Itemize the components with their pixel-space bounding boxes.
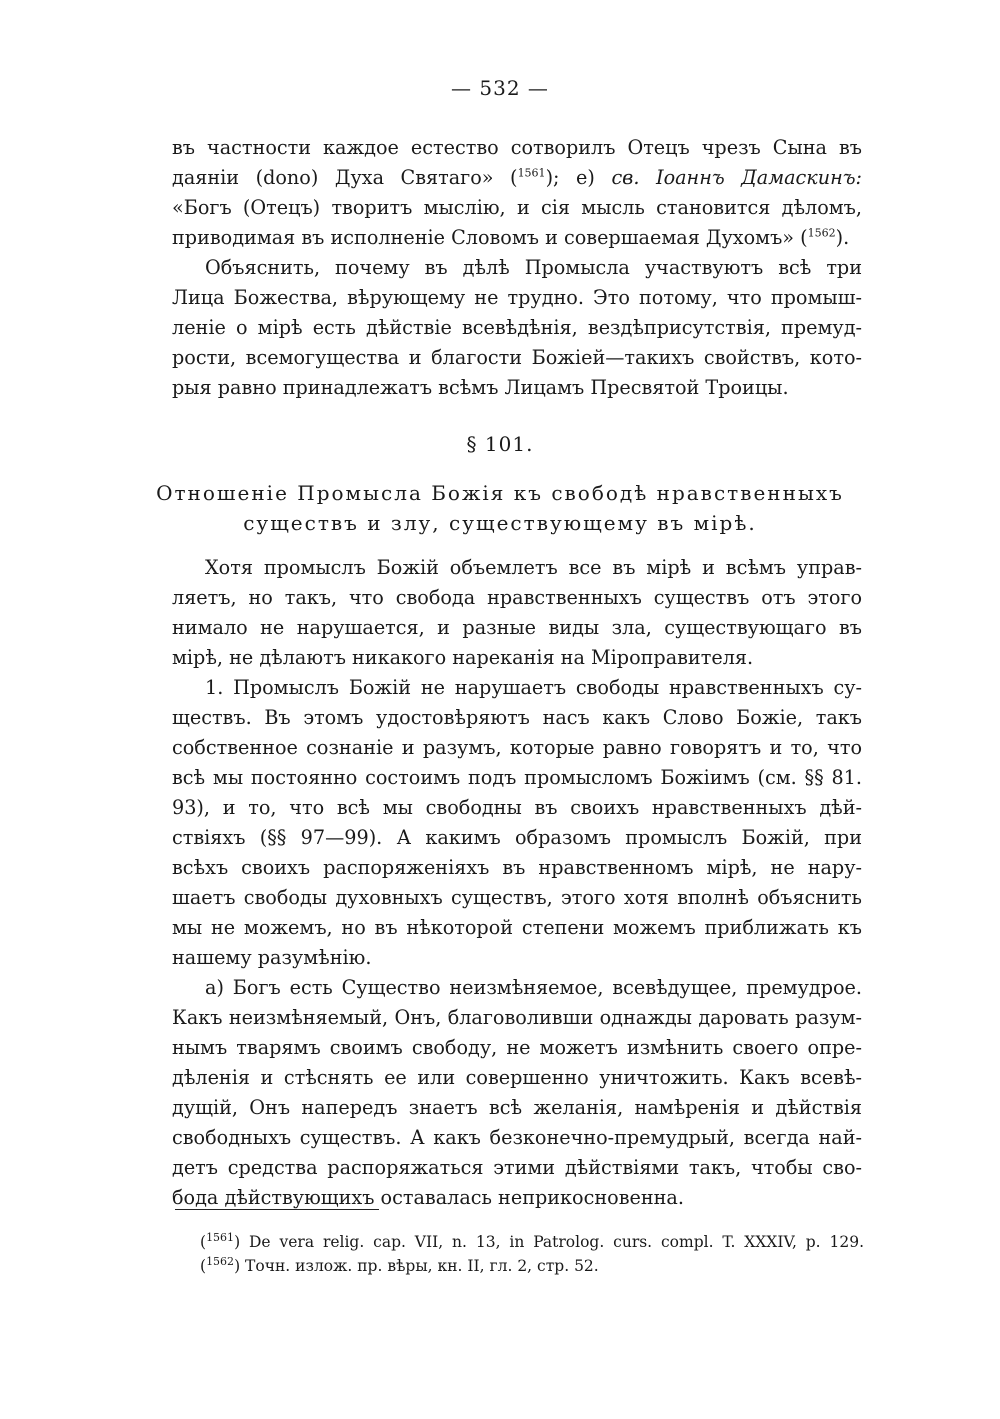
text-line: ствіяхъ (§§ 97—99). А какимъ образомъ промыслъ Божій, при	[172, 826, 862, 849]
footnote-text: De vera relig. cap. VII, n. 13, in Patrolog. curs. compl. T. XXXIV, p. 129.	[240, 1233, 864, 1251]
footnote-ref[interactable]: 1562	[807, 226, 836, 240]
page-number: — 532 —	[451, 76, 549, 100]
section-number: § 101.	[466, 432, 534, 456]
text-line: Объяснить, почему въ дѣлѣ Промысла участвуютъ всѣ три	[205, 256, 862, 279]
section-title-line: существъ и злу, существующему въ мірѣ.	[243, 511, 757, 535]
text-line: ществъ. Въ этомъ удостовѣряютъ насъ какъ Слово Божіе, такъ	[172, 706, 862, 729]
text-line: детъ средства распоряжаться этими дѣйствіями такъ, чтобы сво-	[172, 1156, 862, 1179]
text-line: ляетъ, но такъ, что свобода нравственныхъ существъ отъ этого	[172, 586, 862, 609]
text-line: 1. Промыслъ Божій не нарушаетъ свободы нравственныхъ су-	[205, 676, 862, 699]
footnote-divider	[175, 1209, 379, 1210]
text-line: нимало не нарушается, и разные виды зла, существующаго въ	[172, 616, 862, 639]
text-line: собственное сознаніе и разумъ, которые равно говорятъ и то, что	[172, 736, 862, 759]
footnote-number: 1562	[206, 1254, 235, 1268]
text-line: Какъ неизмѣняемый, Онъ, благоволивши однажды даровать разум-	[172, 1006, 862, 1029]
text-line: даяніи (dono) Духа Святаго» ($^{1561}$); e) св. Іоаннъ Дамаскинъ:	[172, 166, 862, 189]
text-line: свободныхъ существъ. А какъ безконечно-премудрый, всегда най-	[172, 1126, 862, 1149]
text-line: рыя равно принадлежатъ всѣмъ Лицамъ Пресвятой Троицы.	[172, 376, 789, 399]
text-line: приводимая въ исполненіе Словомъ и совершаемая Духомъ» ($^{1562}$).	[172, 226, 850, 249]
text-line: дущій, Онъ напередъ знаетъ всѣ желанія, намѣренія и дѣйствія	[172, 1096, 862, 1119]
text-line: мы не можемъ, но въ нѣкоторой степени можемъ приближать къ	[172, 916, 862, 939]
text-line: а) Богъ есть Существо неизмѣняемое, всевѣдущее, премудрое.	[205, 976, 862, 999]
text-line: нашему разумѣнію.	[172, 946, 372, 969]
text-line: Лица Божества, вѣрующему не трудно. Это потому, что промыш-	[172, 286, 862, 309]
italic-author: св. Іоаннъ Дамаскинъ:	[611, 166, 862, 189]
text-line: бода дѣйствующихъ оставалась неприкосновенна.	[172, 1186, 684, 1209]
footnote-ref[interactable]: 1561	[517, 166, 546, 180]
text-line: шаетъ свободы духовныхъ существъ, этого хотя вполнѣ объяснить	[172, 886, 862, 909]
text-line: Хотя промыслъ Божій объемлетъ все въ мірѣ и всѣмъ управ-	[205, 556, 862, 579]
footnote: ($^{1562}$) Точн. излож. пр. вѣры, кн. II, гл. 2, стр. 52.	[200, 1254, 599, 1275]
text-line: нымъ тварямъ своимъ свободу, не можетъ измѣнить своего опре-	[172, 1036, 862, 1059]
section-title-line: Отношеніе Промысла Божія къ свободѣ нравственныхъ	[156, 481, 844, 505]
footnote: ($^{1561}$) De vera relig. cap. VII, n. 13, in Patrolog. curs. compl. T. XXXIV, p. 129.	[200, 1230, 864, 1251]
footnote-text: Точн. излож. пр. вѣры, кн. II, гл. 2, стр. 52.	[240, 1257, 599, 1275]
text-line: 93), и то, что всѣ мы свободны въ своихъ нравственныхъ дѣй-	[172, 796, 862, 819]
text-line: рости, всемогущества и благости Божіей—такихъ свойствъ, кото-	[172, 346, 862, 369]
text-line: мірѣ, не дѣлаютъ никакого нареканія на Міроправителя.	[172, 646, 754, 669]
text-line: дѣленія и стѣснять ее или совершенно уничтожить. Какъ всевѣ-	[172, 1066, 862, 1089]
text-line: всѣхъ своихъ распоряженіяхъ въ нравственномъ мірѣ, не нару-	[172, 856, 862, 879]
text-line: въ частности каждое естество сотворилъ Отецъ чрезъ Сына въ	[172, 136, 862, 159]
footnote-number: 1561	[206, 1230, 235, 1244]
text-line: всѣ мы постоянно состоимъ подъ промысломъ Божіимъ (см. §§ 81.	[172, 766, 862, 789]
text-line: «Богъ (Отецъ) творитъ мыслію, и сія мысль становится дѣломъ,	[172, 196, 862, 219]
text-line: леніе о мірѣ есть дѣйствіе всевѣдѣнія, вездѣприсутствія, премуд-	[172, 316, 862, 339]
